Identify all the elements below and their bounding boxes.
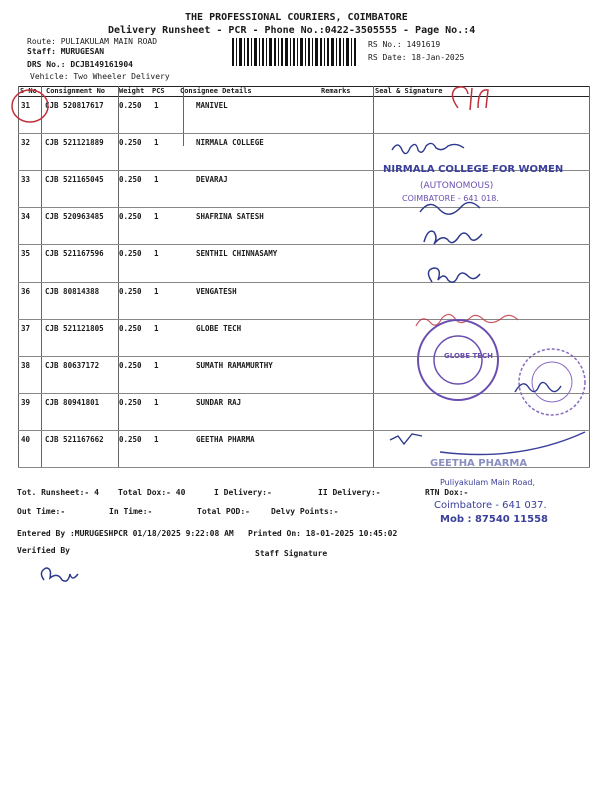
delvy-points: Delvy Points:- bbox=[271, 507, 339, 516]
signature-38 bbox=[515, 382, 561, 392]
company-name: THE PROFESSIONAL COURIERS, COIMBATORE bbox=[185, 12, 408, 23]
verified-by: Verified By bbox=[17, 546, 70, 555]
i-delivery: I Delivery:- bbox=[214, 488, 272, 497]
row-consignee: SUNDAR RAJ bbox=[196, 398, 242, 407]
signature-39 bbox=[390, 434, 422, 444]
row-consignee: DEVARAJ bbox=[196, 175, 228, 184]
row-consignment: CJB 80814388 bbox=[45, 287, 100, 296]
row-weight: 0.250 bbox=[119, 212, 142, 221]
row-weight: 0.250 bbox=[119, 435, 142, 444]
row-pcs: 1 bbox=[154, 101, 159, 110]
row-sno: 35 bbox=[21, 249, 31, 258]
row-pcs: 1 bbox=[154, 249, 159, 258]
row-consignee: SENTHIL CHINNASAMY bbox=[196, 249, 278, 258]
vehicle-label: Vehicle: Two Wheeler Delivery bbox=[30, 72, 170, 81]
drs-value: DCJB149161904 bbox=[70, 60, 133, 69]
row-pcs: 1 bbox=[154, 435, 159, 444]
printed-on: Printed On: 18-01-2025 10:45:02 bbox=[248, 529, 398, 538]
stamp-arc bbox=[440, 432, 585, 455]
signature-34 bbox=[424, 231, 482, 244]
runsheet-title: Delivery Runsheet - PCR - Phone No.:0422-3505555 - Page No.:4 bbox=[108, 25, 476, 36]
col-header-sno: S No. bbox=[20, 87, 42, 95]
row-pcs: 1 bbox=[154, 175, 159, 184]
signature-33 bbox=[420, 202, 480, 214]
row-sno: 32 bbox=[21, 138, 31, 147]
row-weight: 0.250 bbox=[119, 101, 142, 110]
col-header-seal: Seal & Signature bbox=[375, 87, 443, 95]
nirmala-stamp-line1: NIRMALA COLLEGE FOR WOMEN bbox=[383, 164, 564, 175]
signature-35 bbox=[428, 268, 480, 282]
row-consignment: CJB 521121889 bbox=[45, 138, 104, 147]
row-consignment: CJB 521167596 bbox=[45, 249, 104, 258]
geetha-stamp-line3: Coimbatore - 641 037. bbox=[434, 500, 547, 511]
row-consignment: CJB 80941801 bbox=[45, 398, 100, 407]
nirmala-stamp-line2: (AUTONOMOUS) bbox=[420, 181, 494, 191]
entered-by: Entered By :MURUGESHPCR 01/18/2025 9:22:08 AM bbox=[17, 529, 234, 538]
red-circle-mark bbox=[12, 90, 48, 122]
row-consignee: MANIVEL bbox=[196, 101, 228, 110]
row-pcs: 1 bbox=[154, 324, 159, 333]
signature-32 bbox=[392, 143, 464, 153]
globe-tech-stamp-inner bbox=[434, 336, 482, 384]
row-sno: 31 bbox=[21, 101, 31, 110]
row-pcs: 1 bbox=[154, 398, 159, 407]
row-pcs: 1 bbox=[154, 138, 159, 147]
col-header-consignment: Consignment No bbox=[46, 87, 106, 95]
col-header-remarks: Remarks bbox=[321, 87, 351, 95]
nirmala-stamp-line3: COIMBATORE - 641 018. bbox=[402, 194, 499, 203]
row-pcs: 1 bbox=[154, 212, 159, 221]
row-weight: 0.250 bbox=[119, 361, 142, 370]
row-weight: 0.250 bbox=[119, 138, 142, 147]
row-consignee: GLOBE TECH bbox=[196, 324, 242, 333]
in-time: In Time:- bbox=[109, 507, 153, 516]
rtn-dox: RTN Dox:- bbox=[425, 488, 469, 497]
geetha-stamp-line4: Mob : 87540 11558 bbox=[440, 514, 549, 525]
route-label: Route: PULIAKULAM MAIN ROAD bbox=[27, 37, 158, 46]
staff-label: Staff: MURUGESAN bbox=[27, 47, 105, 56]
total-dox: Total Dox:- 40 bbox=[118, 488, 186, 497]
row-weight: 0.250 bbox=[119, 175, 142, 184]
total-pod: Total POD:- bbox=[197, 507, 250, 516]
globe-tech-stamp bbox=[418, 320, 498, 400]
row-consignee: GEETHA PHARMA bbox=[196, 435, 255, 444]
row-consignment: CJB 521121805 bbox=[45, 324, 104, 333]
row-consignee: SUMATH RAMAMURTHY bbox=[196, 361, 273, 370]
row-pcs: 1 bbox=[154, 287, 159, 296]
round-stamp-38-inner bbox=[532, 362, 572, 402]
geetha-stamp-line1: GEETHA PHARMA bbox=[430, 458, 528, 469]
tot-runsheet: Tot. Runsheet:- 4 bbox=[17, 488, 99, 497]
row-weight: 0.250 bbox=[119, 287, 142, 296]
rs-number: RS No.: 1491619 bbox=[368, 40, 441, 49]
signature-31 bbox=[452, 87, 488, 110]
row-consignee: NIRMALA COLLEGE bbox=[196, 138, 264, 147]
row-sno: 36 bbox=[21, 287, 31, 296]
row-pcs: 1 bbox=[154, 361, 159, 370]
row-consignee: VENGATESH bbox=[196, 287, 237, 296]
ii-delivery: II Delivery:- bbox=[318, 488, 381, 497]
row-sno: 38 bbox=[21, 361, 31, 370]
row-sno: 37 bbox=[21, 324, 31, 333]
row-sno: 33 bbox=[21, 175, 31, 184]
row-weight: 0.250 bbox=[119, 324, 142, 333]
row-sno: 40 bbox=[21, 435, 31, 444]
row-consignment: CJB 520817617 bbox=[45, 101, 104, 110]
round-stamp-38 bbox=[519, 349, 585, 415]
row-consignment: CJB 521165045 bbox=[45, 175, 104, 184]
row-consignment: CJB 520963485 bbox=[45, 212, 104, 221]
row-weight: 0.250 bbox=[119, 249, 142, 258]
staff-signature-label: Staff Signature bbox=[255, 549, 328, 558]
verified-signature bbox=[41, 568, 78, 581]
row-weight: 0.250 bbox=[119, 398, 142, 407]
rs-date: RS Date: 18-Jan-2025 bbox=[368, 53, 465, 62]
drs-label: DRS No.: DCJB149161904 bbox=[27, 60, 133, 69]
row-sno: 34 bbox=[21, 212, 31, 221]
out-time: Out Time:- bbox=[17, 507, 66, 516]
globe-tech-stamp-text: GLOBE TECH bbox=[444, 352, 494, 360]
row-consignment: CJB 521167662 bbox=[45, 435, 104, 444]
col-header-weight: Weight bbox=[119, 87, 145, 95]
col-header-pcs: PCS bbox=[152, 87, 165, 95]
col-header-consignee: Consignee Details bbox=[180, 87, 252, 95]
row-consignment: CJB 80637172 bbox=[45, 361, 100, 370]
geetha-stamp-line2: Puliyakulam Main Road, bbox=[440, 478, 536, 487]
row-sno: 39 bbox=[21, 398, 31, 407]
row-consignee: SHAFRINA SATESH bbox=[196, 212, 264, 221]
staff-value: MURUGESAN bbox=[60, 47, 105, 56]
